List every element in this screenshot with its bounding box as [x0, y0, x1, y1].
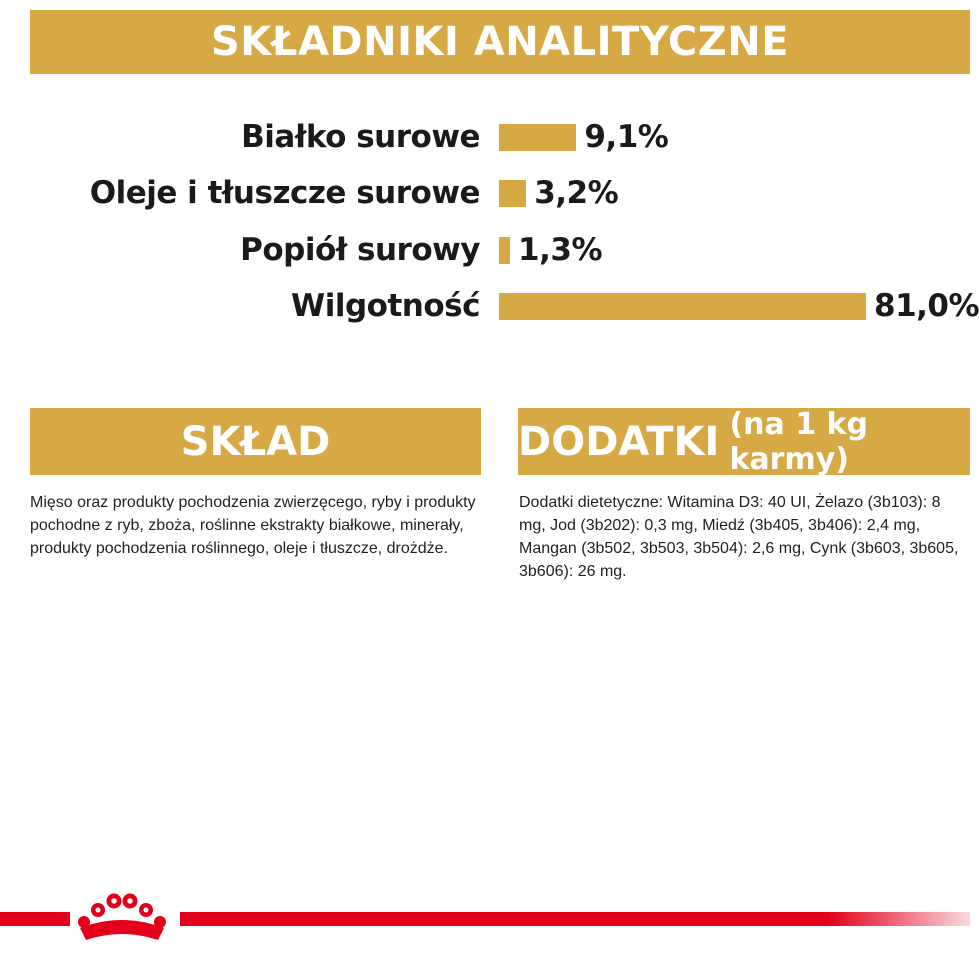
analytic-label: Wilgotność — [291, 288, 480, 324]
analytic-value: 3,2% — [534, 175, 619, 211]
analytic-value: 9,1% — [584, 119, 669, 155]
analytic-bar — [499, 237, 510, 264]
dodatki-banner — [518, 408, 970, 475]
dodatki-title: DODATKI — [518, 418, 720, 465]
analytic-bar — [499, 180, 526, 207]
title-banner — [30, 10, 970, 74]
footer-stripe — [180, 912, 970, 926]
sklad-title: SKŁAD — [180, 418, 331, 465]
analytic-row — [0, 117, 979, 157]
page-title: SKŁADNIKI ANALITYCZNE — [210, 19, 790, 65]
analytic-value: 81,0% — [874, 288, 979, 324]
footer-stripe-left — [0, 912, 72, 926]
analytic-bar — [499, 293, 866, 320]
analytic-label: Oleje i tłuszcze surowe — [89, 175, 480, 211]
crown-icon — [70, 888, 174, 948]
sklad-text: Mięso oraz produkty pochodzenia zwierzęcego, ryby i produkty pochodne z ryb, zboża, roślinne ekstrakty białkowe, minerały, produkty pochodzenia roślinnego, oleje i tłuszcze, drożdże. — [30, 494, 476, 557]
analytic-label: Popiół surowy — [240, 232, 480, 268]
analytic-bar — [499, 124, 576, 151]
analytic-row — [0, 286, 979, 326]
analytic-value: 1,3% — [518, 232, 603, 268]
analytic-label: Białko surowe — [241, 119, 480, 155]
sklad-banner — [30, 408, 481, 475]
dodatki-subtitle: (na 1 kg karmy) — [729, 406, 868, 477]
analytic-row — [0, 230, 979, 270]
dodatki-text: Dodatki dietetyczne: Witamina D3: 40 UI, Żelazo (3b103): 8 mg, Jod (3b202): 0,3 mg, Miedź (3b405, 3b406): 2,4 mg, Mangan (3b502, 3b503, 3b504): 2,6 mg, Cynk (3b603, 3b605, 3b606): 26 mg. — [519, 494, 959, 580]
analytic-row — [0, 173, 979, 213]
